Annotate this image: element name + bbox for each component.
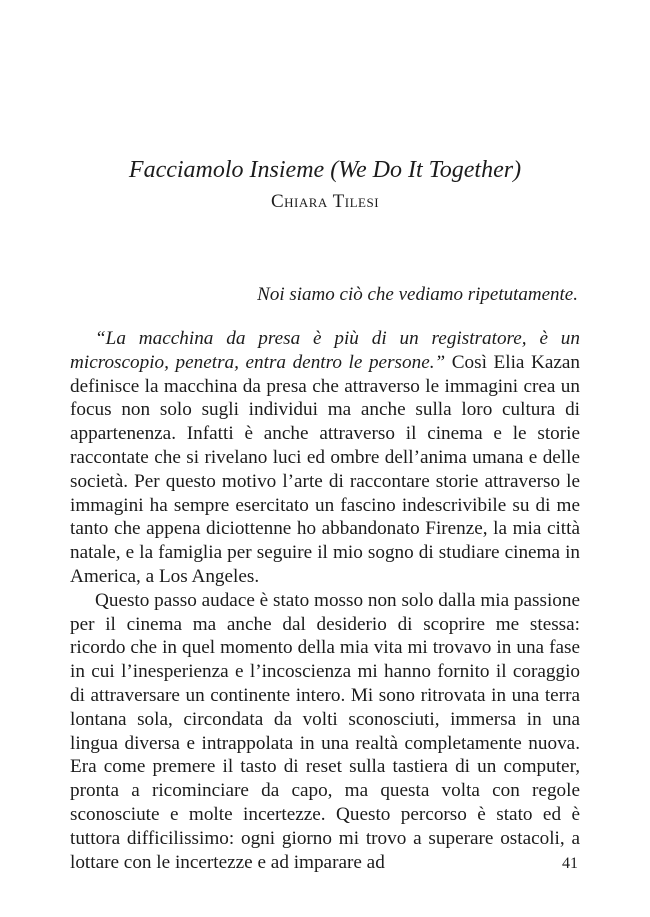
body-text bbox=[70, 327, 580, 874]
page-number: 41 bbox=[562, 855, 578, 872]
author-name: Chiara Tilesi bbox=[270, 191, 380, 212]
opening-quote: “La macchina da presa è più di un registratore, è un microscopio, penetra, entra dentro le persone.” bbox=[70, 328, 580, 373]
paragraph-1 bbox=[70, 327, 580, 589]
paragraph-1-text: Così Elia Kazan definisce la macchina da presa che attraverso le immagini crea un focus non solo sugli individui ma anche sulla loro cultura di appartenenza. Infatti è anche attraverso il cinema e le storie raccontate che si rivelano luci ed ombre dell’anima umana e delle società. Per questo motivo l’arte di raccontare storie attraverso le immagini ha sempre esercitato un fascino indescrivibile su di me tanto che appena diciottenne ho abbandonato Firenze, la mia città natale, e la famiglia per seguire il mio sogno di studiare cinema in America, a Los Angeles. bbox=[70, 351, 580, 587]
paragraph-2: Questo passo audace è stato mosso non solo dalla mia passione per il cinema ma anche dal desiderio di scoprire me stessa: ricordo che in quel momento della mia vita mi trovavo in una fase in cui l’inesperienza e l’incoscienza mi hanno fornito il coraggio di attraversare un continente intero. Mi sono ritrovata in una terra lontana sola, circondata da volti sconosciuti, immersa in una lingua diversa e intrappolata in una realtà completamente nuova. Era come premere il tasto di reset sulla tastiera di un computer, pronta a ricominciare da capo, ma questa volta con regole sconosciute e molte incertezze. Questo percorso è stato ed è tuttora difficilissimo: ogni giorno mi trovo a superare ostacoli, a lottare con le incertezze e ad imparare ad bbox=[70, 589, 580, 873]
chapter-title: Facciamolo Insieme (We Do It Together) bbox=[128, 157, 522, 183]
epigraph: Noi siamo ciò che vediamo ripetutamente. bbox=[257, 284, 578, 305]
